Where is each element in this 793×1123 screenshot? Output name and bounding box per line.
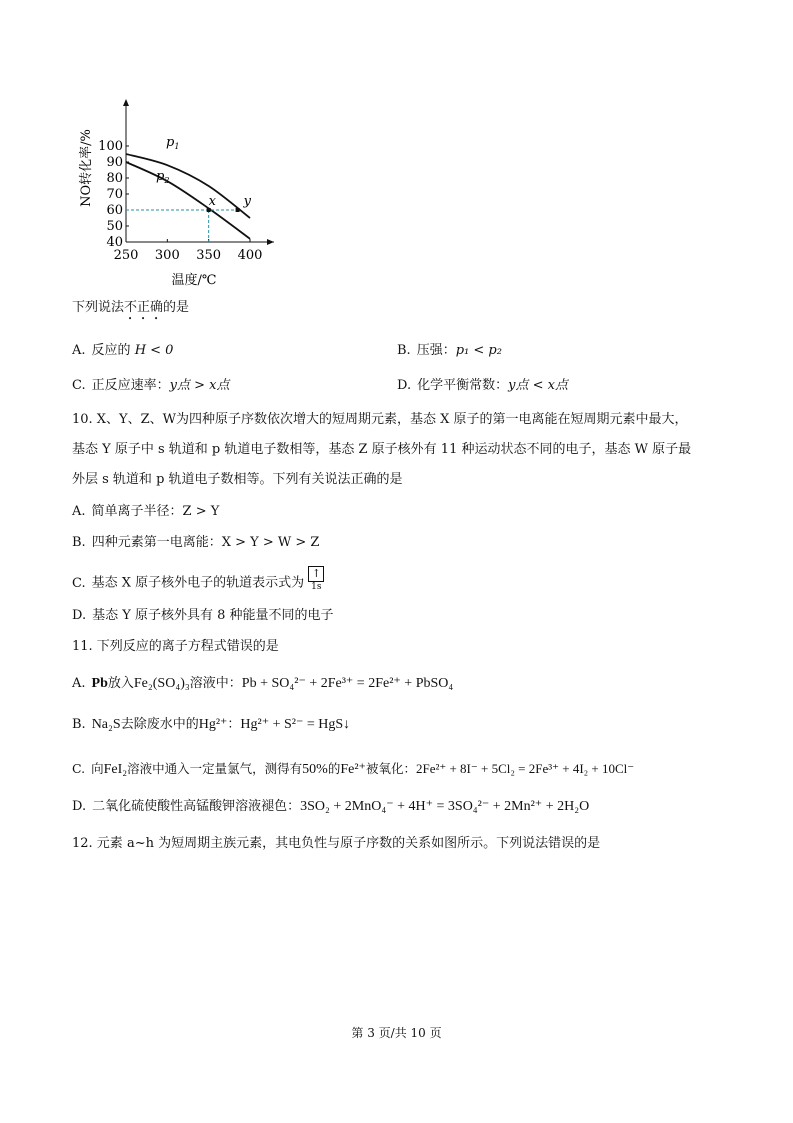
chart-xlabel: 温度/℃: [171, 273, 217, 288]
option-text: 简单离子半径：: [91, 504, 183, 519]
option-text-post: 溶液中：: [189, 676, 242, 691]
series-p1-label: $p_1$: [166, 135, 180, 151]
option-text: 放入: [107, 676, 134, 691]
option-label: B.: [72, 535, 86, 550]
q11-option-c: [72, 761, 634, 778]
chart-ticks: [98, 139, 262, 263]
chart-ylabel: NO转化率/%: [79, 129, 94, 207]
option-text: 去除废水中的: [120, 717, 199, 732]
orbital-diagram: [308, 566, 324, 592]
orbital-label: 1s: [311, 582, 322, 592]
q10-line-2: 基态 Y 原子中 s 轨道和 p 轨道电子数相等，基态 Z 原子核外有 11 种运动状态不同的电子，基态 W 原子最: [72, 442, 692, 457]
series-p2-label: $p_2$: [156, 169, 170, 185]
orbital-box-arrow: ↑: [308, 566, 324, 582]
option-text: 二氧化硫使酸性高锰酸钾溶液褪色：: [92, 799, 301, 814]
option-ion: Fe²⁺: [340, 762, 366, 777]
option-label: A.: [72, 676, 86, 691]
option-text: 化学平衡常数：: [417, 378, 509, 393]
y-tick-label: 90: [106, 155, 123, 170]
option-expr: y点 > x点: [169, 378, 230, 393]
option-label: A.: [72, 343, 86, 358]
option-subject: Pb: [91, 676, 108, 691]
option-text: 正反应速率：: [91, 378, 170, 393]
option-label: D.: [72, 608, 87, 623]
q12-prompt: 12. 元素 a~h 为短周期主族元素，其电负性与原子序数的关系如图所示。下列说法错误的是: [72, 836, 601, 851]
option-expr: Z > Y: [182, 504, 220, 519]
q9-prompt: [72, 300, 189, 323]
q11-option-b: [72, 717, 350, 733]
chart-series: [126, 135, 250, 239]
q10-line-1: 10. X、Y、Z、W为四种原子序数依次增大的短周期元素，基态 X 原子的第一电离能在短周期元素中最大，: [72, 412, 688, 427]
option-label: A.: [72, 504, 86, 519]
option-label: B.: [397, 343, 411, 358]
option-text-pre: 向: [91, 761, 104, 776]
q10-line-3: 外层 s 轨道和 p 轨道电子数相等。下列有关说法正确的是: [72, 472, 403, 487]
point-y-label: y: [243, 194, 251, 209]
y-tick-label: 70: [106, 187, 123, 202]
y-tick-label: 50: [106, 219, 123, 234]
option-label: D.: [72, 799, 87, 814]
y-axis-arrow: [123, 99, 129, 106]
option-label: B.: [72, 717, 86, 732]
option-subject: Na₂S: [91, 717, 121, 732]
q9-prompt-pre: 下列说法: [72, 300, 125, 315]
option-equation: 3SO₂ + 2MnO₄⁻ + 4H⁺ = 3SO₄²⁻ + 2Mn²⁺ + 2H₂O: [300, 799, 590, 814]
option-expr: X > Y > W > Z: [221, 535, 320, 550]
option-equation: 2Fe²⁺ + 8I⁻ + 5Cl₂ = 2Fe³⁺ + 4I₂ + 10Cl⁻: [415, 761, 635, 776]
option-text: 溶液中通入一定量氯气，测得有: [127, 761, 303, 776]
option-text-post: 被氧化：: [365, 761, 416, 776]
chart-axes: [123, 99, 274, 245]
q11-prompt: 11. 下列反应的离子方程式错误的是: [72, 639, 279, 654]
q9-prompt-post: 的是: [163, 300, 190, 315]
option-equation: Hg²⁺ + S²⁻ = HgS↓: [240, 717, 351, 732]
option-label: C.: [72, 378, 86, 393]
point-x-label: x: [208, 194, 217, 209]
option-text: 基态 Y 原子核外具有 8 种能量不同的电子: [92, 608, 334, 623]
q10-option-c: [72, 567, 324, 596]
q9-option-d: [397, 378, 568, 394]
x-tick-label: 400: [237, 248, 263, 263]
option-text-post: ：: [227, 717, 241, 732]
q9-prompt-emphasis: 不正确: [124, 300, 164, 315]
option-expr: H < 0: [134, 343, 174, 358]
q11-option-a: [72, 676, 453, 692]
page-footer: 第 3 页/共 10 页: [351, 1026, 442, 1040]
option-text: 压强：: [416, 343, 456, 358]
option-expr: p₁ < p₂: [455, 343, 502, 358]
option-label: C.: [72, 575, 86, 591]
y-tick-label: 40: [106, 235, 123, 250]
x-tick-label: 300: [154, 248, 180, 263]
series-p1-line: [126, 154, 250, 218]
option-equation: Pb + SO₄²⁻ + 2Fe³⁺ = 2Fe²⁺ + PbSO₄: [241, 676, 454, 691]
q9-option-b: [397, 343, 502, 359]
option-expr: y点 < x点: [508, 378, 568, 393]
option-text-2: 的: [327, 761, 341, 776]
q10-option-b: [72, 535, 319, 551]
x-axis-arrow: [267, 239, 274, 245]
option-text: 基态 X 原子核外电子的轨道表示式为: [91, 575, 305, 591]
q10-option-d: [72, 608, 333, 624]
option-percent: 50%: [302, 762, 328, 777]
option-text: 反应的: [91, 343, 131, 358]
option-label: D.: [397, 378, 412, 393]
y-tick-label: 60: [106, 203, 123, 218]
q9-option-c: [72, 378, 229, 394]
q9-option-a: [72, 343, 173, 359]
option-reagent: Fe₂(SO₄)₃: [133, 676, 190, 691]
point-y: [236, 208, 240, 212]
option-label: C.: [72, 761, 86, 776]
option-text: 四种元素第一电离能：: [91, 535, 222, 550]
option-reagent: Hg²⁺: [198, 717, 228, 732]
x-tick-label: 250: [113, 248, 139, 263]
y-tick-label: 80: [106, 171, 123, 186]
x-tick-label: 350: [196, 248, 222, 263]
q10-option-a: [72, 504, 219, 520]
q11-option-d: [72, 799, 589, 815]
option-reagent: FeI₂: [103, 762, 128, 777]
no-conversion-chart: [78, 96, 278, 292]
chart-points: [126, 194, 252, 242]
y-tick-label: 100: [98, 139, 123, 154]
